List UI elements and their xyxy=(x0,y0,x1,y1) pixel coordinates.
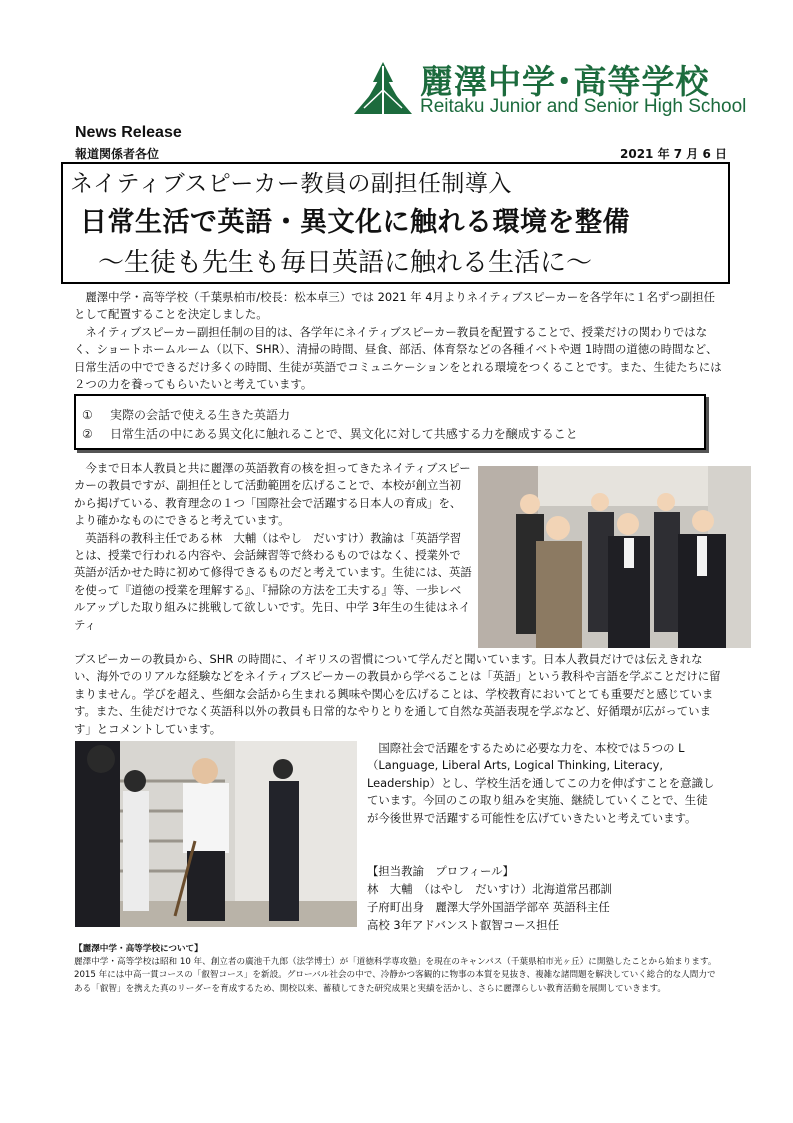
body-column-2 xyxy=(367,740,717,827)
profile-heading: 【担当教諭 プロフィール】 xyxy=(367,864,514,878)
body-paragraph-2a: 英語科の教科主任である林 大輔（はやし だいすけ）教諭は「英語学習とは、授業で行われる内容や、会話練習等で終わるものではなく、授業外で英語が活かせた時に初めて修得できるものだと考えています。生徒には、英語を使って『道徳の授業を理解する』、『掃除の方法を工夫する』等、一歩レベルアップした取り組みに挑戦して欲しいです。先日、中学 3年生の生徒はネイティ xyxy=(74,530,472,632)
school-name-ja: 麗澤中学･高等学校 xyxy=(420,62,710,101)
body-column-1 xyxy=(74,460,472,634)
school-name-en: Reitaku Junior and Senior High School xyxy=(420,96,747,117)
teacher-profile xyxy=(367,862,717,934)
cleaning-time-photo xyxy=(75,741,357,927)
about-school-section xyxy=(74,943,724,996)
body-paragraph-2b: ブスピーカーの教員から、SHR の時間に、イギリスの習慣について学んだと聞いています。日本人教員だけでは伝えきれない、海外でのリアルな経験などをネイティブスピーカーの教員から学べることは「英語」という教科や言語を学ぶことだけに留まりません。学びを超え、些細な会話から生まれる興味や関心を広げることは、学校教育においてとても重要だと感じています。また、生徒だけでなく英語科以外の教員も日常的なやりとりを通して自然な英語表現を学ぶなど、好循環が広がっています」とコメントしています。 xyxy=(74,652,721,736)
teachers-group-photo xyxy=(478,466,751,648)
title-line-2: 日常生活で英語・異文化に触れる環境を整備 xyxy=(80,207,630,238)
release-date: 2021 年 7 月 6 日 xyxy=(620,147,727,161)
body-paragraph-3: 国際社会で活躍をするために必要な力を、本校では５つの L （Language, Liberal Arts, Logical Thinking, Literacy, Leadership）とし、学校生活を通してこの力を伸ばすことを意識しています。今回のこの取り組みを実施、継続していくことで、生徒が今後世界で活躍する可能性を広げていきたいと考えています。 xyxy=(367,741,715,825)
intro-paragraph-2: ネイティブスピーカー副担任制の目的は、各学年にネイティブスピーカー教員を配置することで、授業だけの関わりではなく、ショートホームルーム（以下、SHR）、清掃の時間、昼食、部活、体育祭などの各種イベトや週 1時間の道徳の時間など、日常生活の中でできるだけ多くの時間、生徒が英語でコミュニケーションをとれる環境をつくることです。また、生徒たちには２つの力を養ってもらいたいと考えています。 xyxy=(74,324,722,392)
recipient-line: 報道関係者各位 xyxy=(75,147,160,161)
profile-line: 子府町出身 麗澤大学外国語学部卒 英語科主任 xyxy=(367,900,610,914)
goals-box xyxy=(74,394,706,450)
title-line-1: ネイティブスピーカー教員の副担任制導入 xyxy=(70,171,512,197)
title-line-3: ～生徒も先生も毎日英語に触れる生活に～ xyxy=(98,248,593,278)
about-heading: 【麗澤中学・高等学校について】 xyxy=(74,944,203,954)
profile-line: 林 大輔 （はやし だいすけ）北海道常呂郡訓 xyxy=(367,882,612,896)
reitaku-crest-icon xyxy=(352,60,414,116)
goal-item: ② 日常生活の中にある異文化に触れることで、異文化に対して共感する力を醸成すること xyxy=(82,427,578,441)
body-paragraph-1: 今まで日本人教員と共に麗澤の英語教育の核を担ってきたネイティブスピーカーの教員ですが、副担任として活動範囲を広げることで、本校が創立当初から掲げている、教育理念の１つ「国際社会で活躍する日本人の育成」を、より確かなものにできると考えています。 xyxy=(74,461,471,528)
profile-line: 高校 3年アドバンスト叡智コース担任 xyxy=(367,918,559,932)
intro-paragraph-1: 麗澤中学・高等学校（千葉県柏市/校長：松本卓三）では 2021 年 4月よりネイティブスピーカーを各学年に１名ずつ副担任として配置することを決定しました。 xyxy=(74,290,715,322)
goal-item: ① 実際の会話で使える生きた英語力 xyxy=(82,408,291,422)
intro-section xyxy=(74,289,724,393)
news-release-label: News Release xyxy=(75,124,182,141)
about-text: 麗澤中学・高等学校は昭和 10 年、創立者の廣池千九郎（法学博士）が「道徳科学専攻塾」を現在のキャンパス（千葉県柏市光ヶ丘）に開塾したことから始まります。2015 年には中高一貫コースの「叡智コース」を新設。グローバル社会の中で、冷静かつ客観的に物事の本質を見抜き、複雑な諸問題を解決していく総合的な人間力である「叡智」を携えた真のリーダーを育成するため、開校以来、蓄積してきた研究成果と実績を活かし、さらに麗澤らしい教育活動を展開していきます。 xyxy=(74,957,717,994)
